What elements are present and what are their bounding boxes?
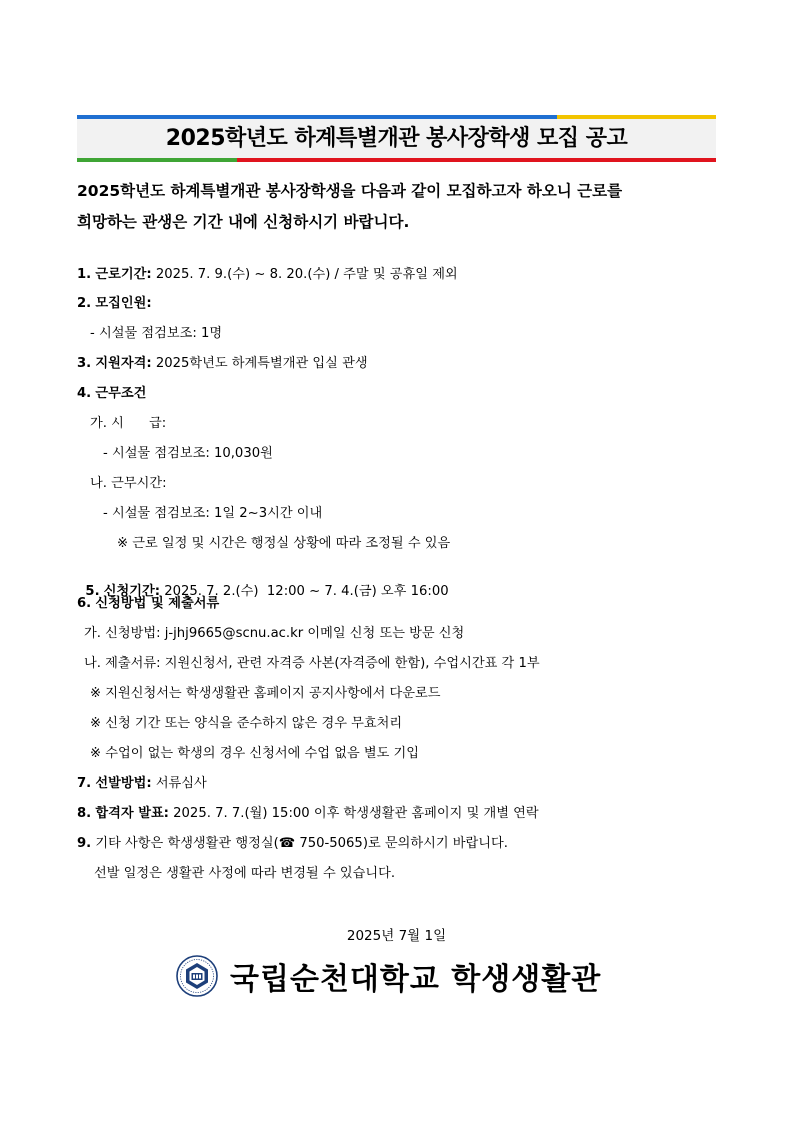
intro-paragraph [77, 176, 717, 238]
org-name: 국립순천대학교 학생생활관 [230, 962, 602, 997]
item-4-na-sub: - 시설물 점검보조: 1일 2~3시간 이내 [103, 506, 323, 521]
page-title: 2025학년도 하계특별개관 봉사장학생 모집 공고 [165, 126, 628, 151]
item-3: 3. 지원자격: 2025학년도 하계특별개관 입실 관생 [77, 356, 368, 371]
item-9-line-2: 선발 일정은 생활관 사정에 따라 변경될 수 있습니다. [94, 866, 396, 881]
intro-line-1: 2025학년도 하계특별개관 봉사장학생을 다음과 같이 모집하고자 하오니 근로를 [77, 182, 623, 200]
bottom-bar-green [77, 158, 237, 162]
item-8: 8. 합격자 발표: 2025. 7. 7.(월) 15:00 이후 학생생활관 홈페이지 및 개별 연락 [77, 806, 539, 821]
item-2: 2. 모집인원: [77, 296, 152, 311]
item-5: 5. 신청기간: 2025. 7. 2.(수) 12:00 ~ 7. 4.(금) 오후 16:00 [85, 584, 449, 599]
issue-date: 2025년 7월 1일 [346, 928, 447, 944]
bottom-bar-red [237, 158, 716, 162]
item-7: 7. 선발방법: 서류심사 [77, 776, 207, 791]
university-seal-icon [176, 955, 218, 997]
item-4-na: 나. 근무시간: [90, 476, 167, 491]
title-banner [77, 115, 716, 162]
item-6-note-1: ※ 지원신청서는 학생생활관 홈페이지 공지사항에서 다운로드 [90, 686, 441, 701]
item-4-ga-sub: - 시설물 점검보조: 10,030원 [103, 446, 273, 461]
item-2-sub: - 시설물 점검보조: 1명 [90, 326, 223, 341]
item-4: 4. 근무조건 [77, 386, 147, 401]
item-6-note-2: ※ 신청 기간 또는 양식을 준수하지 않은 경우 무효처리 [90, 716, 403, 731]
intro-line-2: 희망하는 관생은 기간 내에 신청하시기 바랍니다. [77, 213, 410, 231]
item-4-note: ※ 근로 일정 및 시간은 행정실 상황에 따라 조정될 수 있음 [117, 536, 451, 551]
item-6: 6. 신청방법 및 제출서류 [77, 596, 220, 611]
item-4-ga: 가. 시 급: [90, 416, 167, 431]
item-6-ga: 가. 신청방법: j-jhj9665@scnu.ac.kr 이메일 신청 또는 방문 신청 [84, 626, 465, 641]
item-6-note-3: ※ 수업이 없는 학생의 경우 신청서에 수업 없음 별도 기입 [90, 746, 420, 761]
item-6-na: 나. 제출서류: 지원신청서, 관련 자격증 사본(자격증에 한함), 수업시간표 각 1부 [84, 656, 540, 671]
footer-org [176, 953, 601, 999]
item-9: 9. 기타 사항은 학생생활관 행정실(☎ 750-5065)로 문의하시기 바랍니다. [77, 836, 508, 851]
item-1: 1. 근로기간: 2025. 7. 9.(수) ~ 8. 20.(수) / 주말 및 공휴일 제외 [77, 267, 458, 282]
